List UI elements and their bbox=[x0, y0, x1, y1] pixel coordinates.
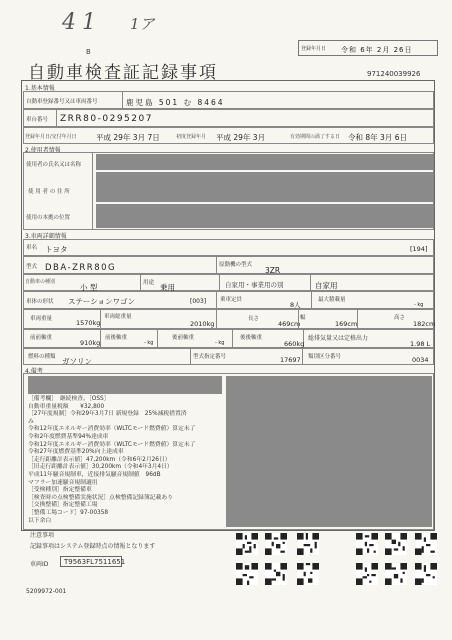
b-mark: B bbox=[86, 48, 91, 56]
maker-row bbox=[23, 239, 434, 256]
length-value: 469cm bbox=[278, 320, 301, 328]
private-label: 自家用・事業用の別 bbox=[225, 281, 284, 289]
qr-code-icon bbox=[385, 562, 407, 586]
max-load-value: - kg bbox=[414, 302, 424, 308]
registration-date-box bbox=[298, 40, 438, 56]
handwritten-note: 1ア bbox=[130, 15, 155, 33]
category-no-value: 0034 bbox=[412, 356, 429, 364]
width-value: 169cm bbox=[335, 320, 358, 328]
qr-code-icon bbox=[236, 562, 258, 586]
user-name-redacted bbox=[96, 154, 433, 170]
qr-code-icon bbox=[415, 532, 437, 556]
shape-label: 車体の形状 bbox=[26, 299, 54, 305]
qr-code-icon bbox=[265, 532, 287, 556]
first-reg-label: 登録年月日/交付年月日 bbox=[25, 134, 77, 140]
gross-weight-label: 車両総重量 bbox=[104, 314, 132, 320]
private-value: 自家用 bbox=[315, 281, 338, 290]
length-label: 長さ bbox=[248, 316, 260, 322]
fr-axle-value: - kg bbox=[144, 340, 154, 346]
weight-value: 1570kg bbox=[76, 319, 101, 327]
type-no-value: 17697 bbox=[280, 356, 301, 364]
kind-value: 小 型 bbox=[80, 283, 98, 292]
user-address-redacted bbox=[96, 172, 433, 202]
height-label: 高さ bbox=[394, 315, 406, 321]
ff-axle-value: 910kg bbox=[80, 339, 101, 347]
fuel-label: 燃料の種類 bbox=[28, 354, 56, 360]
bottom-code: 5209972-001 bbox=[26, 588, 67, 595]
rf-axle-value: - kg bbox=[215, 340, 225, 346]
rr-axle-label: 後後軸重 bbox=[240, 335, 263, 341]
category-no-label: 類別区分番号 bbox=[308, 354, 342, 360]
first-year-label: 初度登録年月 bbox=[176, 134, 207, 140]
caution-label: 注意事項 bbox=[30, 532, 55, 539]
section2-heading: 2.使用者情報 bbox=[25, 147, 61, 154]
capacity-label: 乗車定員 bbox=[220, 297, 243, 303]
shape-code: [003] bbox=[190, 298, 207, 305]
displacement-label: 総排気量又は定格出力 bbox=[308, 335, 369, 342]
qr-code-icon bbox=[356, 562, 378, 586]
displacement-value: 1.98 L bbox=[410, 340, 431, 348]
notes-text: ［備考欄］ 継続検査。［OSS］ 自動車重量税額 ¥32,800 ［27年度規制］令和29年3月7日 新規登録 25%減税措置済 み 令和12年度エネルギー消費効率（WLTCモード燃費値）算定未了 令和2年度燃費基準94%達成車 令和12年度エネルギー消費効率（WLTCモード燃費値）算定未了 令和27年度燃費基準20%向上達成車 ［走行距離計表示値］47,200km（令和6年2月26日） ［旧走行距離計表示値］30,200km（令和4年3月4日） 平成11年騒音規制車，近接排気騒音規制値 96dB マフラー加速騒音規制適用 ［受検種別］指定整備車 ［検査時の点検整備実施状況］点検整備記録簿記載あり ［交換整備］指定整備工場 ［整備工場コード］97-00358 以下余白 bbox=[28, 396, 196, 524]
model-label: 型式 bbox=[26, 264, 38, 270]
document-number: 971240039926 bbox=[367, 70, 421, 78]
qr-code-icon bbox=[356, 532, 378, 556]
height-value: 182cm bbox=[413, 320, 436, 328]
vehicle-id-label: 車両ID bbox=[30, 561, 49, 568]
max-load-label: 最大積載量 bbox=[318, 297, 346, 303]
expiry-label: 有効期間の満了する日 bbox=[290, 134, 341, 140]
base-location-redacted bbox=[96, 204, 433, 228]
document-title: 自動車検査証記録事項 bbox=[28, 63, 218, 83]
maker-label: 車名 bbox=[26, 245, 38, 251]
rr-axle-value: 660kg bbox=[284, 340, 305, 348]
engine-value: 3ZR bbox=[265, 266, 281, 275]
capacity-value: 8人 bbox=[290, 301, 301, 309]
qr-code-icon bbox=[385, 532, 407, 556]
qr-code-icon bbox=[297, 562, 319, 586]
fuel-value: ガソリン bbox=[62, 357, 92, 366]
use-value: 乗用 bbox=[160, 283, 175, 292]
section4-heading: 4.備考 bbox=[25, 368, 43, 375]
ff-axle-label: 前前軸重 bbox=[30, 335, 53, 341]
plate-label-divider bbox=[23, 91, 123, 109]
gross-weight-value: 2010kg bbox=[190, 320, 215, 328]
rf-axle-label: 後前軸重 bbox=[172, 335, 195, 341]
fr-axle-label: 前後軸重 bbox=[105, 335, 128, 341]
qr-code-icon bbox=[265, 562, 287, 586]
expiry-value: 令和 8年 3月 6日 bbox=[348, 133, 407, 142]
qr-code-icon bbox=[236, 532, 258, 556]
maker-code: [194] bbox=[410, 245, 428, 253]
maker-value: トヨタ bbox=[45, 245, 68, 254]
base-location-label: 使用の本拠の位置 bbox=[26, 215, 71, 221]
weight-label: 車両重量 bbox=[30, 316, 53, 322]
first-year-value: 平成 29年 3月 bbox=[216, 133, 266, 142]
registration-date-label: 登録年月日 bbox=[301, 46, 327, 52]
user-address-label: 使 用 者 の 住 所 bbox=[28, 189, 70, 195]
first-reg-value: 平成 29年 3月 7日 bbox=[96, 133, 160, 142]
handwritten-number: 41 bbox=[62, 10, 102, 35]
width-label: 幅 bbox=[300, 315, 306, 321]
plate-value: 鹿児島 501 む 8464 bbox=[126, 98, 225, 107]
user-name-label: 使用者の氏名又は名称 bbox=[26, 162, 82, 168]
qr-code-icon bbox=[415, 562, 437, 586]
caution-text: 記録事項はシステム登録時点の情報となります bbox=[30, 543, 156, 550]
section1-heading: 1.基本情報 bbox=[25, 85, 55, 92]
use-label: 用途 bbox=[143, 280, 155, 286]
notes-redacted-left bbox=[28, 376, 222, 394]
kind-label: 自動車の種別 bbox=[25, 279, 56, 285]
qr-code-icon bbox=[297, 532, 319, 556]
notes-redacted-right bbox=[226, 376, 432, 527]
plate-label: 自動車登録番号又は車両番号 bbox=[26, 99, 98, 105]
type-no-label: 型式指定番号 bbox=[193, 354, 227, 360]
model-value: DBA-ZRR80G bbox=[45, 263, 117, 273]
chassis-label: 車台番号 bbox=[26, 117, 49, 123]
chassis-value: ZRR80-0295207 bbox=[60, 114, 153, 124]
registration-date-value: 令和 6年 2月 26日 bbox=[341, 46, 413, 54]
section3-heading: 3.車両詳細情報 bbox=[25, 233, 67, 240]
shape-value: ステーションワゴン bbox=[68, 297, 136, 306]
engine-label: 原動機の型式 bbox=[219, 262, 253, 268]
vehicle-id-value: T9563FL7511651 bbox=[60, 556, 122, 567]
